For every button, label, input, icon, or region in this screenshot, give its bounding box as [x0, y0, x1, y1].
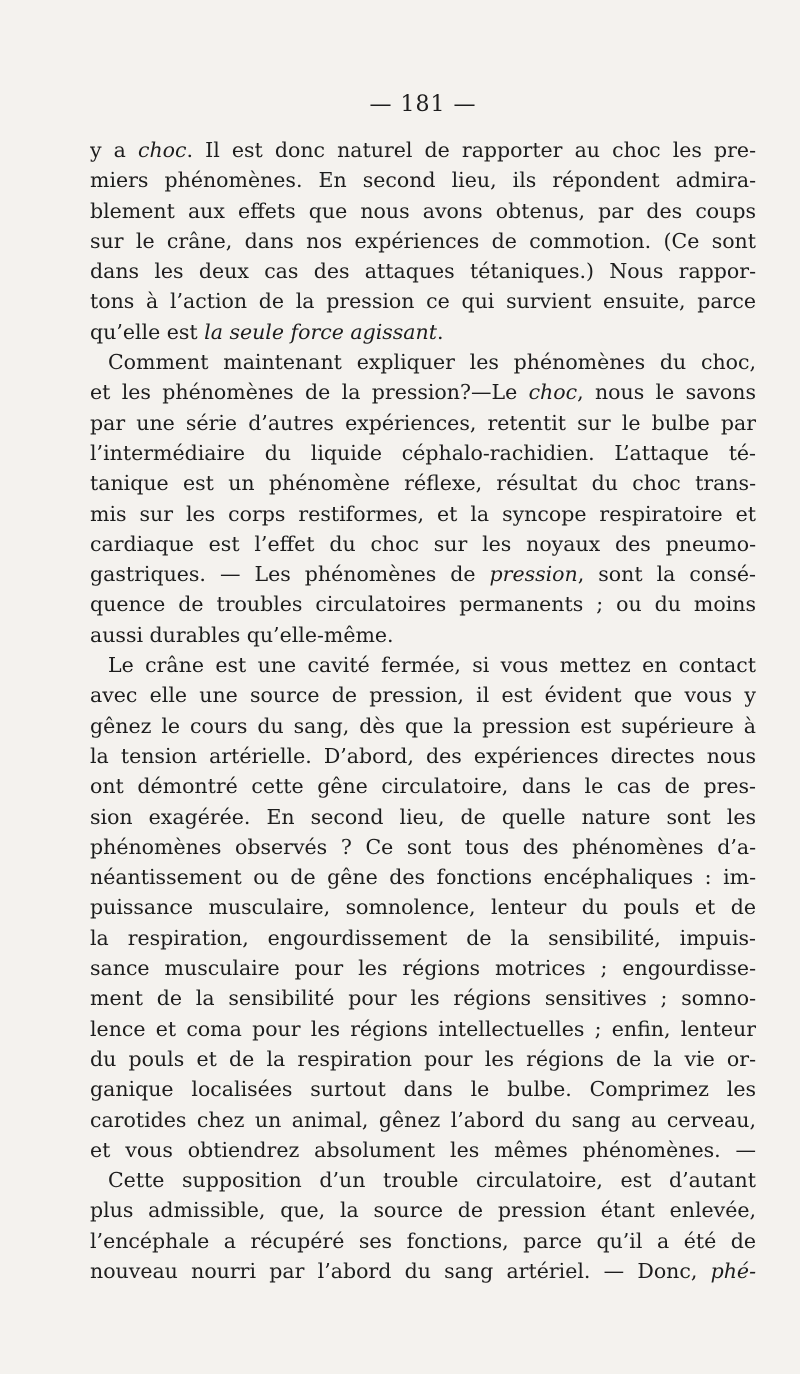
text-run: la respiration, engourdissement de la sensibilité, impuis- [90, 925, 756, 950]
italic-text: choc [528, 380, 578, 405]
text-line [90, 1256, 756, 1286]
text-line [90, 1195, 756, 1225]
text-run: phénomènes observés ? Ce sont tous des phénomènes d’a- [90, 834, 756, 859]
text-line [90, 1074, 756, 1104]
text-line [90, 741, 756, 771]
text-line [90, 1226, 756, 1256]
text-run: . Il est donc naturel de rapporter au choc les pre- [186, 138, 756, 162]
text-run: lence et coma pour les régions intellectuelles ; enfin, lenteur [90, 1016, 756, 1041]
text-line [90, 499, 756, 529]
text-line [90, 256, 756, 286]
text-run: Cette supposition d’un trouble circulatoire, est d’autant [108, 1168, 756, 1193]
text-run: carotides chez un animal, gênez l’abord du sang au cerveau, [90, 1107, 756, 1132]
text-run: du pouls et de la respiration pour les régions de la vie or- [90, 1046, 756, 1071]
text-run: l’encéphale a récupéré ses fonctions, parce qu’il a été de [90, 1228, 756, 1253]
text-run: Le crâne est une cavité fermée, si vous mettez en contact [108, 653, 756, 678]
text-run: quence de troubles circulatoires permanents ; ou du moins [90, 592, 756, 617]
text-run: tanique est un phénomène réflexe, résultat du choc trans- [90, 471, 756, 496]
text-line [90, 923, 756, 953]
text-run: sance musculaire pour les régions motrices ; engourdisse- [90, 956, 756, 981]
italic-text: pression [489, 562, 578, 587]
text-line [90, 650, 756, 680]
text-line [90, 529, 756, 559]
text-run: aussi durables qu’elle-même. [90, 622, 394, 647]
text-run: miers phénomènes. En second lieu, ils répondent admira- [90, 168, 756, 193]
text-line [90, 438, 756, 468]
text-run: , nous le savons [577, 380, 756, 405]
text-line [90, 1044, 756, 1074]
text-line [90, 317, 756, 347]
text-line [90, 165, 756, 195]
text-run: par une série d’autres expériences, retentit sur le bulbe par [90, 410, 756, 435]
text-run: ganique localisées surtout dans le bulbe. Comprimez les [90, 1077, 756, 1102]
text-line [90, 953, 756, 983]
text-line [90, 226, 756, 256]
text-line [90, 862, 756, 892]
text-line [90, 1135, 756, 1165]
text-run: qu’elle est [90, 319, 205, 344]
text-run: nouveau nourri par l’abord du sang artériel. — Donc, [90, 1258, 711, 1283]
text-line [90, 680, 756, 710]
body-text [90, 135, 756, 1286]
text-run: et vous obtiendrez absolument les mêmes phénomènes. — [90, 1137, 756, 1162]
text-run: plus admissible, que, la source de pression étant enlevée, [90, 1198, 756, 1223]
text-line [90, 589, 756, 619]
text-line [90, 286, 756, 316]
italic-text: choc [138, 138, 187, 162]
text-line [90, 1165, 756, 1195]
text-line [90, 802, 756, 832]
text-line [90, 468, 756, 498]
text-line [90, 1105, 756, 1135]
text-line [90, 559, 756, 589]
text-run: tons à l’action de la pression ce qui survient ensuite, parce [90, 289, 756, 314]
text-line [90, 892, 756, 922]
text-run: néantissement ou de gêne des fonctions encéphaliques : im- [90, 865, 756, 890]
text-run: Comment maintenant expliquer les phénomènes du choc, [108, 350, 756, 375]
text-run: blement aux effets que nous avons obtenus, par des coups [90, 198, 756, 223]
text-line [90, 711, 756, 741]
text-line [90, 347, 756, 377]
text-line [90, 408, 756, 438]
text-run: ont démontré cette gêne circulatoire, dans le cas de pres- [90, 774, 756, 799]
text-run: mis sur les corps restiformes, et la syncope respiratoire et [90, 501, 756, 526]
italic-text: phé- [710, 1258, 756, 1283]
italic-text: la seule force agissant [204, 319, 437, 344]
text-run: ment de la sensibilité pour les régions sensitives ; somno- [90, 986, 756, 1011]
text-run: cardiaque est l’effet du choc sur les noyaux des pneumo- [90, 531, 756, 556]
text-run: et les phénomènes de la pression?—Le [90, 380, 529, 405]
text-run: puissance musculaire, somnolence, lenteur du pouls et de [90, 895, 756, 920]
text-run: la tension artérielle. D’abord, des expériences directes nous [90, 743, 756, 768]
page-number: — 181 — [369, 92, 477, 117]
text-line [90, 771, 756, 801]
text-line [90, 1014, 756, 1044]
text-run: avec elle une source de pression, il est évident que vous y [90, 683, 756, 708]
text-line [90, 620, 756, 650]
text-run: . [436, 319, 444, 344]
text-run: , sont la consé- [577, 562, 756, 587]
text-run: y a [90, 138, 138, 162]
text-line [90, 377, 756, 407]
text-run: sion exagérée. En second lieu, de quelle nature sont les [90, 804, 756, 829]
text-line [90, 832, 756, 862]
text-run: gênez le cours du sang, dès que la pression est supérieure à [90, 713, 756, 738]
text-line [90, 983, 756, 1013]
text-line [90, 135, 756, 165]
text-run: dans les deux cas des attaques tétaniques.) Nous rappor- [90, 259, 756, 284]
text-run: gastriques. — Les phénomènes de [90, 562, 490, 587]
text-run: sur le crâne, dans nos expériences de commotion. (Ce sont [90, 228, 756, 253]
book-page [90, 92, 756, 1332]
text-run: l’intermédiaire du liquide céphalo-rachidien. L’attaque té- [90, 440, 756, 465]
text-line [90, 196, 756, 226]
